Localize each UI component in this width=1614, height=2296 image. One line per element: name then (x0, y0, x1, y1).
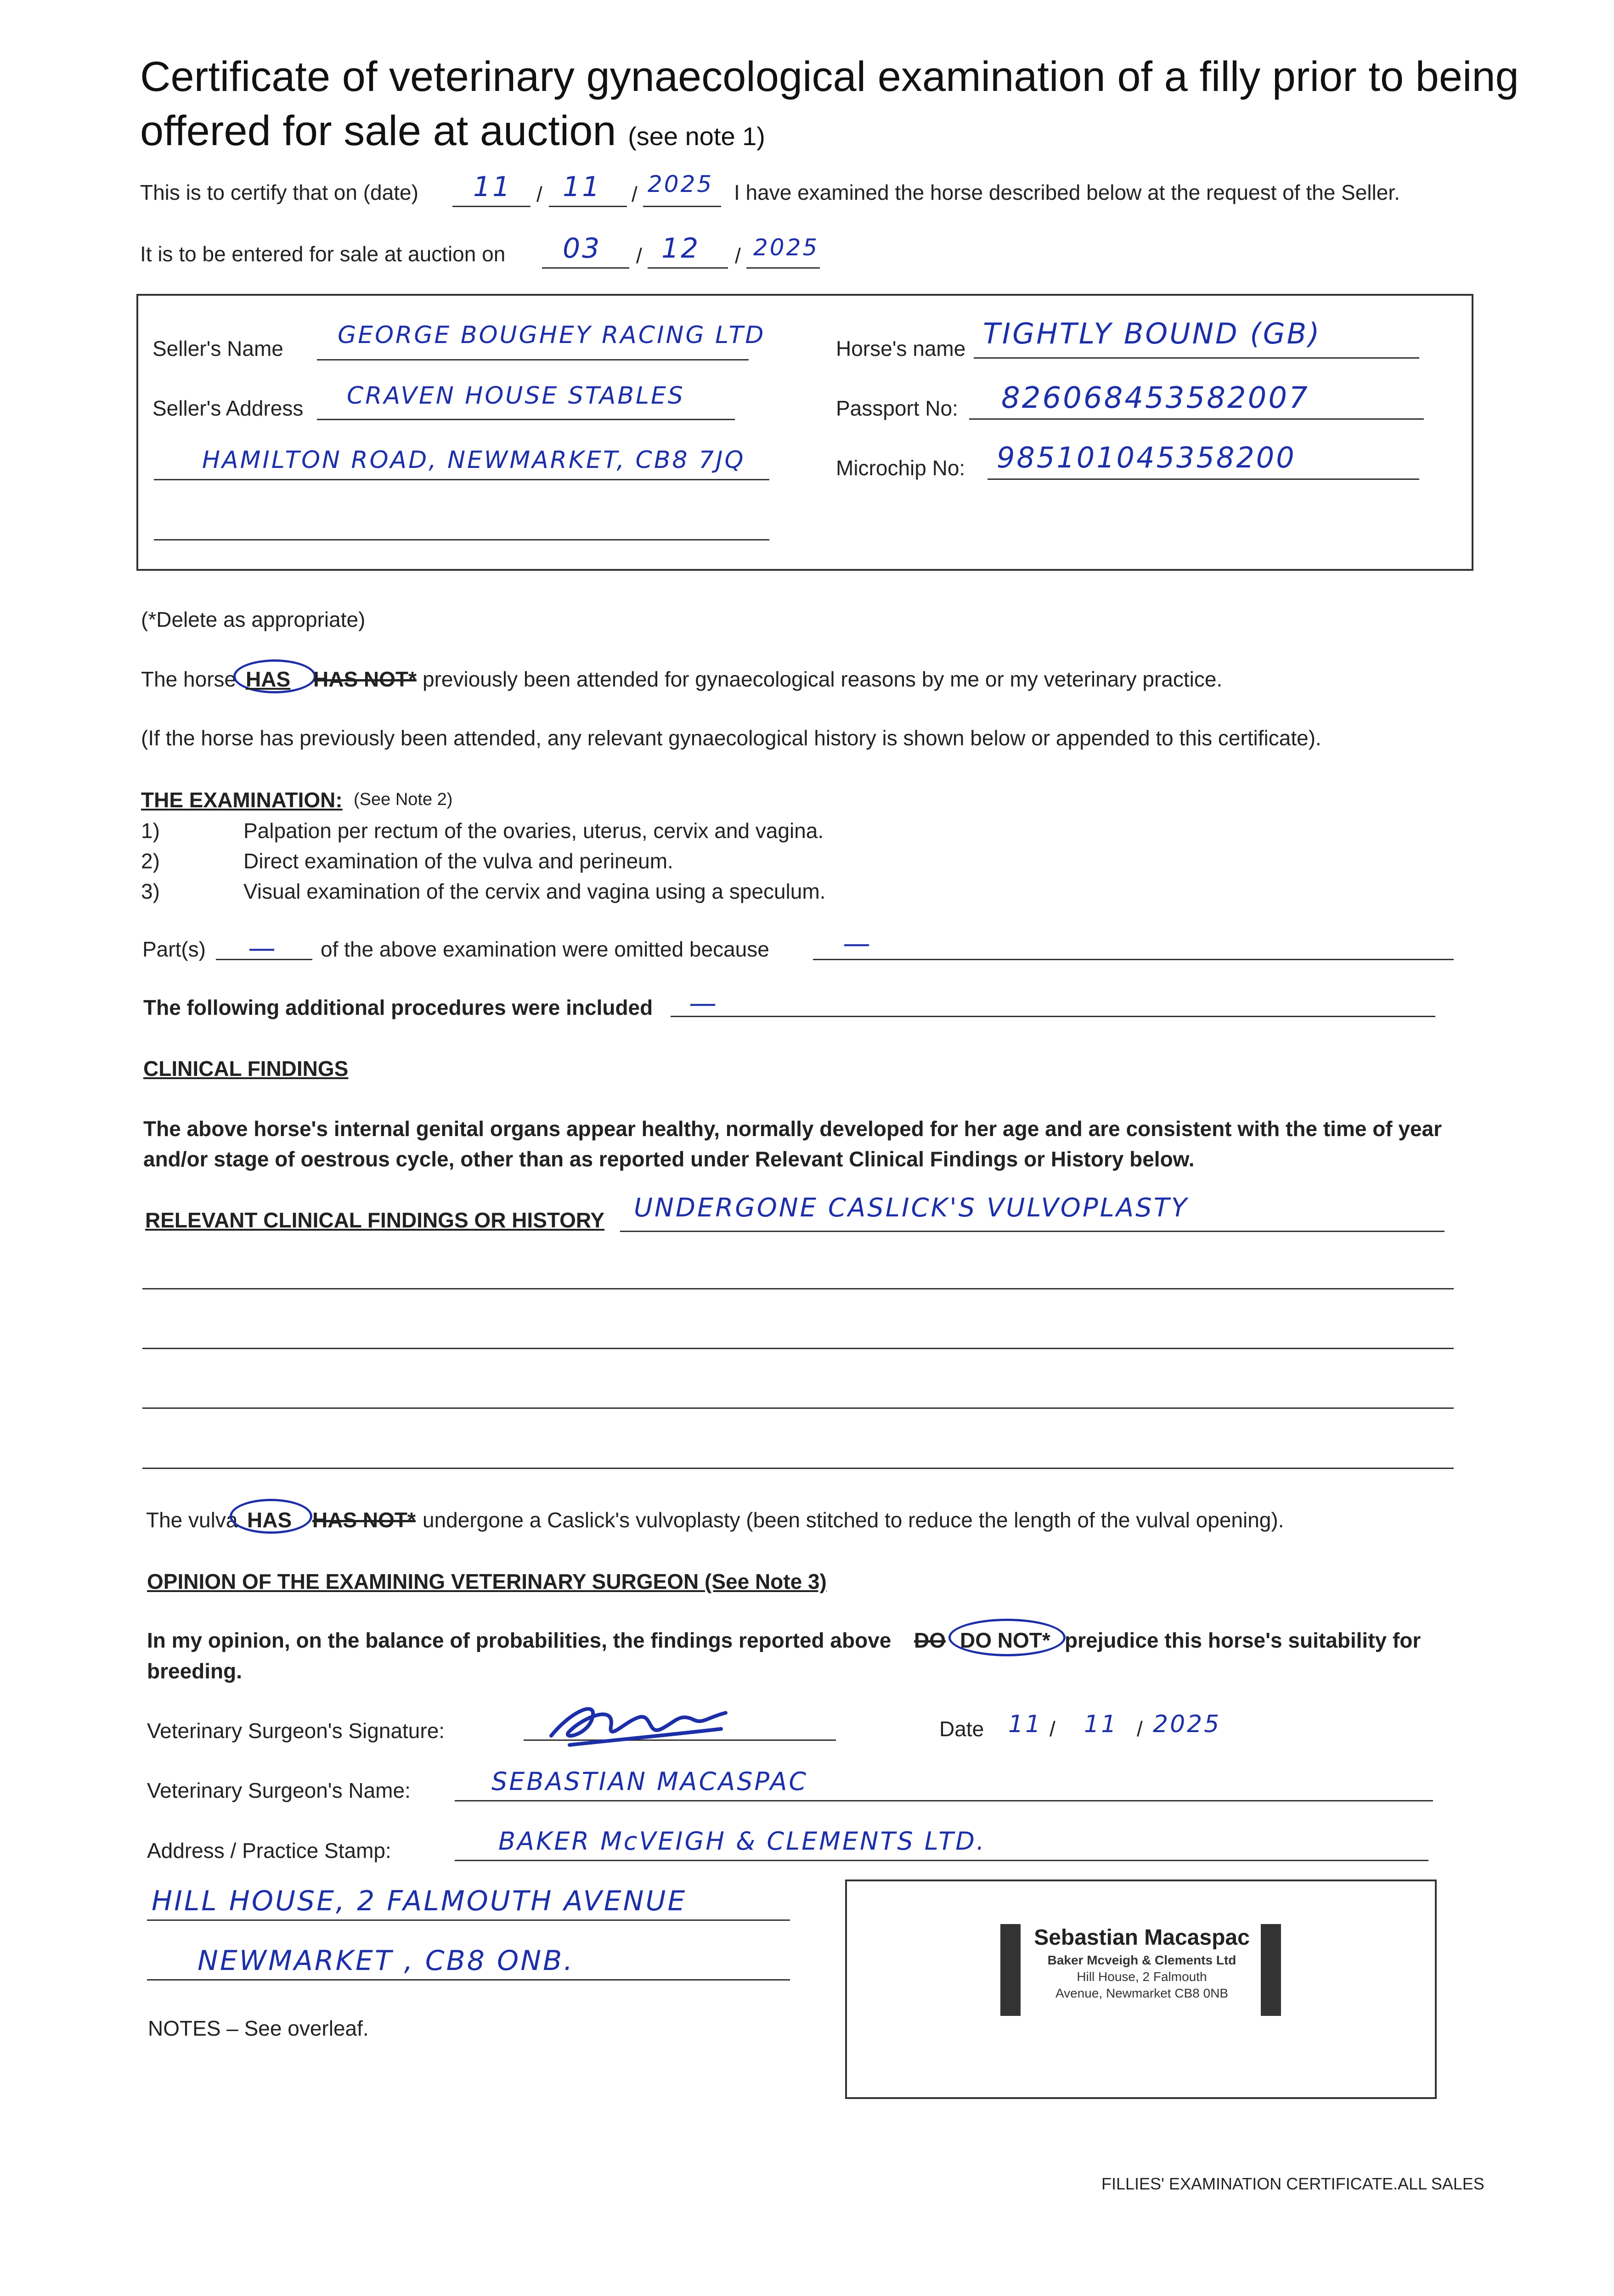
exam-day[interactable]: 11 (473, 171, 512, 203)
exam-month-line (549, 206, 627, 207)
passport-number[interactable]: 826068453582007 (1001, 381, 1309, 415)
practice-address-line3-rule (147, 1979, 790, 1981)
date-separator: / (1137, 1717, 1143, 1741)
vulva-suffix: undergone a Caslick's vulvoplasty (been stitched to reduce the length of the vulval opening). (423, 1508, 1284, 1532)
relevant-findings-value[interactable]: UNDERGONE CASLICK'S VULVOPLASTY (634, 1193, 1189, 1223)
microchip-label: Microchip No: (836, 456, 965, 480)
opinion-suffix: prejudice this horse's suitability for (1065, 1628, 1421, 1652)
date-separator: / (632, 182, 638, 206)
additional-label: The following additional procedures were included (143, 996, 653, 1019)
page-title (140, 50, 1541, 163)
opinion-heading: OPINION OF THE EXAMINING VETERINARY SURGEON (See Note 3) (147, 1570, 827, 1593)
vet-name-label: Veterinary Surgeon's Name: (147, 1778, 411, 1802)
exam-month[interactable]: 11 (563, 171, 602, 203)
findings-blank-line (142, 1288, 1454, 1289)
vet-date-day[interactable]: 11 (1008, 1711, 1043, 1738)
relevant-findings-label: RELEVANT CLINICAL FINDINGS OR HISTORY (145, 1208, 605, 1232)
date-separator: / (636, 244, 642, 268)
exam-year-line (643, 206, 721, 207)
vet-name-line (455, 1800, 1433, 1801)
auction-year[interactable]: 2025 (753, 234, 819, 261)
clinical-heading: CLINICAL FINDINGS (143, 1057, 349, 1080)
vulva-has-option[interactable]: HAS (247, 1508, 292, 1532)
findings-blank-line (142, 1468, 1454, 1469)
notes-text: NOTES – See overleaf. (148, 2016, 369, 2040)
stamp-line2: Hill House, 2 Falmouth (1077, 1970, 1207, 1984)
microchip-line (988, 478, 1419, 480)
exam-item-text: Direct examination of the vulva and perineum. (243, 849, 673, 873)
horse-name[interactable]: TIGHTLY BOUND (GB) (983, 317, 1321, 350)
opinion-do-not-option[interactable]: DO NOT* (960, 1628, 1050, 1652)
exam-day-line (452, 206, 530, 207)
delete-note: (*Delete as appropriate) (141, 608, 366, 631)
history-note: (If the horse has previously been attended, any relevant gynaecological history is shown below or appended to this certificate). (141, 726, 1321, 750)
vet-name[interactable]: SEBASTIAN MACASPAC (491, 1767, 808, 1796)
certify-suffix: I have examined the horse described below at the request of the Seller. (734, 180, 1400, 204)
passport-label: Passport No: (836, 396, 958, 420)
practice-address-line3[interactable]: NEWMARKET , CB8 ONB. (198, 1945, 575, 1977)
exam-item-number: 2) (141, 849, 160, 873)
seller-name-line (317, 359, 749, 360)
attended-has-option[interactable]: HAS (246, 667, 291, 691)
certify-prefix: This is to certify that on (date) (140, 180, 418, 204)
stamp-line1: Baker Mcveigh & Clements Ltd (1047, 1953, 1236, 1967)
practice-stamp (1027, 1925, 1257, 2001)
practice-address-line2[interactable]: HILL HOUSE, 2 FALMOUTH AVENUE (152, 1885, 687, 1917)
footer-text: FILLIES' EXAMINATION CERTIFICATE.ALL SALES (1101, 2174, 1484, 2193)
passport-line (969, 418, 1424, 420)
auction-day-line (542, 267, 629, 269)
omitted-reason-line (813, 959, 1454, 960)
title-text: Certificate of veterinary gynaecological examination of a filly prior to being offered for sale at auction (140, 53, 1519, 154)
stamp-name: Sebastian Macaspac (1034, 1925, 1250, 1950)
auction-prefix: It is to be entered for sale at auction on (140, 242, 506, 266)
date-separator: / (536, 182, 542, 206)
vet-date-month[interactable]: 11 (1084, 1711, 1118, 1738)
vet-date-year[interactable]: 2025 (1153, 1711, 1221, 1738)
microchip-number[interactable]: 985101045358200 (997, 441, 1296, 474)
seller-address-line1-rule (317, 419, 735, 420)
omitted-prefix: Part(s) (142, 937, 206, 961)
omitted-parts-value[interactable]: — (248, 932, 277, 964)
relevant-findings-line (620, 1231, 1445, 1232)
attended-prefix: The horse (141, 667, 237, 691)
seller-address-line2[interactable]: HAMILTON ROAD, NEWMARKET, CB8 7JQ (202, 446, 745, 474)
auction-month-line (648, 267, 728, 269)
vulva-has-not-option[interactable]: HAS NOT* (312, 1508, 416, 1532)
auction-day[interactable]: 03 (563, 232, 602, 264)
practice-address-label: Address / Practice Stamp: (147, 1839, 391, 1863)
opinion-prefix: In my opinion, on the balance of probabilities, the findings reported above (147, 1628, 892, 1652)
opinion-do-option[interactable]: DO (914, 1628, 946, 1652)
exam-item-number: 1) (141, 819, 160, 843)
seller-address-line1[interactable]: CRAVEN HOUSE STABLES (347, 382, 685, 410)
omitted-middle: of the above examination were omitted because (321, 937, 769, 961)
practice-address-line1-rule (455, 1860, 1428, 1861)
vet-date-label: Date (939, 1717, 984, 1741)
seller-name-label: Seller's Name (152, 337, 283, 360)
vet-signature (542, 1685, 735, 1754)
findings-blank-line (142, 1348, 1454, 1349)
practice-address-line1[interactable]: BAKER McVEIGH & CLEMENTS LTD. (498, 1827, 986, 1856)
examination-heading-note: (See Note 2) (354, 790, 453, 809)
seller-address-label: Seller's Address (152, 396, 304, 420)
horse-name-label: Horse's name (836, 337, 966, 360)
opinion-suffix-line2: breeding. (147, 1659, 243, 1683)
stamp-line3: Avenue, Newmarket CB8 0NB (1055, 1986, 1229, 2000)
horse-name-line (974, 357, 1419, 359)
date-separator: / (735, 244, 741, 268)
seller-name[interactable]: GEORGE BOUGHEY RACING LTD (338, 321, 766, 349)
seller-address-line2-rule (154, 479, 769, 480)
additional-line (671, 1016, 1435, 1017)
exam-item-number: 3) (141, 879, 160, 903)
examination-heading: THE EXAMINATION: (141, 788, 343, 812)
vulva-prefix: The vulva (146, 1508, 238, 1532)
date-separator: / (1050, 1717, 1055, 1741)
stamp-right-bar (1261, 1924, 1281, 2016)
title-note: (see note 1) (628, 122, 765, 151)
attended-suffix: previously been attended for gynaecological reasons by me or my veterinary practice. (423, 667, 1223, 691)
signature-label: Veterinary Surgeon's Signature: (147, 1719, 445, 1743)
exam-item-text: Palpation per rectum of the ovaries, uterus, cervix and vagina. (243, 819, 824, 843)
exam-item-text: Visual examination of the cervix and vagina using a speculum. (243, 879, 826, 903)
omitted-reason-value[interactable]: — (843, 928, 872, 960)
auction-year-line (746, 267, 820, 269)
exam-year[interactable]: 2025 (648, 171, 714, 197)
practice-address-line2-rule (147, 1919, 790, 1921)
findings-blank-line (142, 1407, 1454, 1409)
additional-value[interactable]: — (689, 987, 718, 1019)
auction-month[interactable]: 12 (661, 232, 700, 264)
stamp-left-bar (1000, 1924, 1021, 2016)
clinical-statement: The above horse's internal genital organs appear healthy, normally developed for her age and are consistent with the time of year and/or stage of oestrous cycle, other than as reported under Relevant Clinical Findings or History below. (143, 1117, 1442, 1171)
attended-has-not-option[interactable]: HAS NOT* (313, 667, 417, 691)
seller-address-line3-rule (154, 539, 769, 540)
